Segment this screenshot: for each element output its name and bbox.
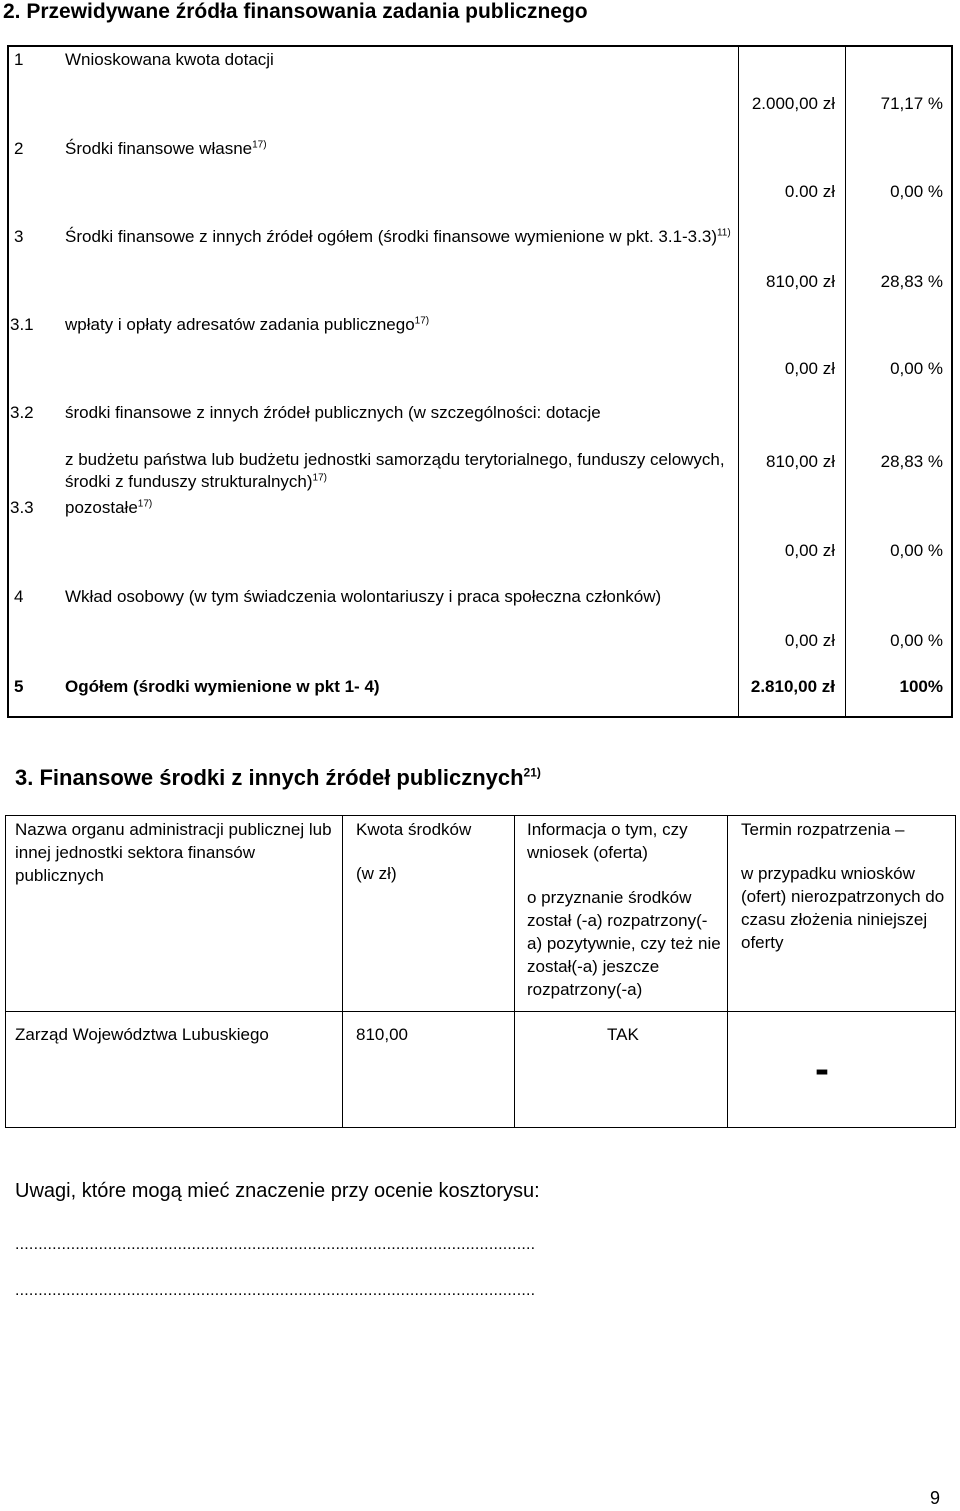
source-amount: 810,00 xyxy=(356,1025,408,1044)
row-amount: 2.000,00 zł xyxy=(751,94,835,113)
section-3-title: 3. Finansowe środki z innych źródeł publicznych$^{21)}$ xyxy=(15,765,541,790)
header-authority-name: Nazwa organu administracji publicznej lub innej jednostki sektora finansów publicznych xyxy=(15,820,332,885)
column-divider xyxy=(514,816,515,1127)
header-term-detail: w przypadku wniosków (ofert) nierozpatrzonych do czasu złożenia niniejszej oferty xyxy=(741,864,945,952)
row-number: 4 xyxy=(14,587,24,606)
financing-sources-table xyxy=(7,45,953,718)
row-label-continued: z budżetu państwa lub budżetu jednostki samorządu terytorialnego, funduszy celowych, xyxy=(65,450,725,469)
row-amount: 810,00 zł xyxy=(766,452,835,471)
row-percent: 28,83 % xyxy=(880,272,943,291)
row-percent: 0,00 % xyxy=(890,631,943,650)
row-amount: 0,00 zł xyxy=(784,359,835,378)
section-2-title: 2. Przewidywane źródła finansowania zadania publicznego xyxy=(3,0,588,23)
row-label: Wkład osobowy (w tym świadczenia wolontariuszy i praca społeczna członków) xyxy=(65,587,662,606)
remarks-label: Uwagi, które mogą mieć znaczenie przy ocenie kosztorysu: xyxy=(15,1180,540,1202)
row-amount: 0.00 zł xyxy=(784,182,835,201)
column-divider xyxy=(845,47,846,716)
row-number: 3.1 xyxy=(10,315,34,334)
header-status-detail: o przyznanie środków został (-a) rozpatrzony(-a) pozytywnie, czy też nie został(-a) jeszcze rozpatrzony(-a) xyxy=(527,888,721,999)
row-number: 2 xyxy=(14,139,24,158)
row-amount: 0,00 zł xyxy=(784,541,835,560)
total-amount: 2.810,00 zł xyxy=(750,677,835,696)
column-divider xyxy=(342,816,343,1127)
column-divider xyxy=(727,816,728,1127)
header-amount: Kwota środków xyxy=(356,820,472,839)
header-term: Termin rozpatrzenia – xyxy=(741,820,905,839)
total-percent: 100% xyxy=(899,677,943,696)
row-amount: 810,00 zł xyxy=(766,272,835,291)
remarks-line: ................................................................................................................ xyxy=(15,1236,536,1253)
row-divider xyxy=(6,1011,955,1012)
row-percent: 71,17 % xyxy=(880,94,943,113)
column-divider xyxy=(738,47,739,716)
row-label: środki finansowe z innych źródeł publicznych (w szczególności: dotacje xyxy=(65,403,601,422)
source-name: Zarząd Województwa Lubuskiego xyxy=(15,1025,269,1044)
row-amount: 0,00 zł xyxy=(784,631,835,650)
row-number: 1 xyxy=(14,50,24,69)
row-percent: 0,00 % xyxy=(890,359,943,378)
row-label-continued: środki z funduszy strukturalnych)$^{17)}$ xyxy=(65,472,327,491)
remarks-line: ................................................................................................................ xyxy=(15,1282,536,1299)
total-number: 5 xyxy=(14,677,24,696)
row-number: 3.3 xyxy=(10,498,34,517)
source-status: TAK xyxy=(607,1025,639,1044)
row-percent: 0,00 % xyxy=(890,182,943,201)
page-number: 9 xyxy=(930,1488,941,1508)
row-label: wpłaty i opłaty adresatów zadania publicznego$^{17)}$ xyxy=(65,315,430,334)
total-label: Ogółem (środki wymienione w pkt 1- 4) xyxy=(65,677,380,696)
row-label: Wnioskowana kwota dotacji xyxy=(65,50,274,69)
header-status: Informacja o tym, czy wniosek (oferta) xyxy=(527,820,688,862)
row-label: pozostałe$^{17)}$ xyxy=(65,498,153,517)
other-public-sources-table xyxy=(5,815,956,1128)
row-percent: 28,83 % xyxy=(880,452,943,471)
row-label: Środki finansowe własne$^{17)}$ xyxy=(65,139,267,158)
row-number: 3.2 xyxy=(10,403,34,422)
row-label: Środki finansowe z innych źródeł ogółem (środki finansowe wymienione w pkt. 3.1-3.3)$^{11)}$ xyxy=(65,227,731,246)
row-number: 3 xyxy=(14,227,24,246)
header-amount-unit: (w zł) xyxy=(356,864,397,883)
row-percent: 0,00 % xyxy=(890,541,943,560)
source-term: - xyxy=(815,1045,829,1092)
